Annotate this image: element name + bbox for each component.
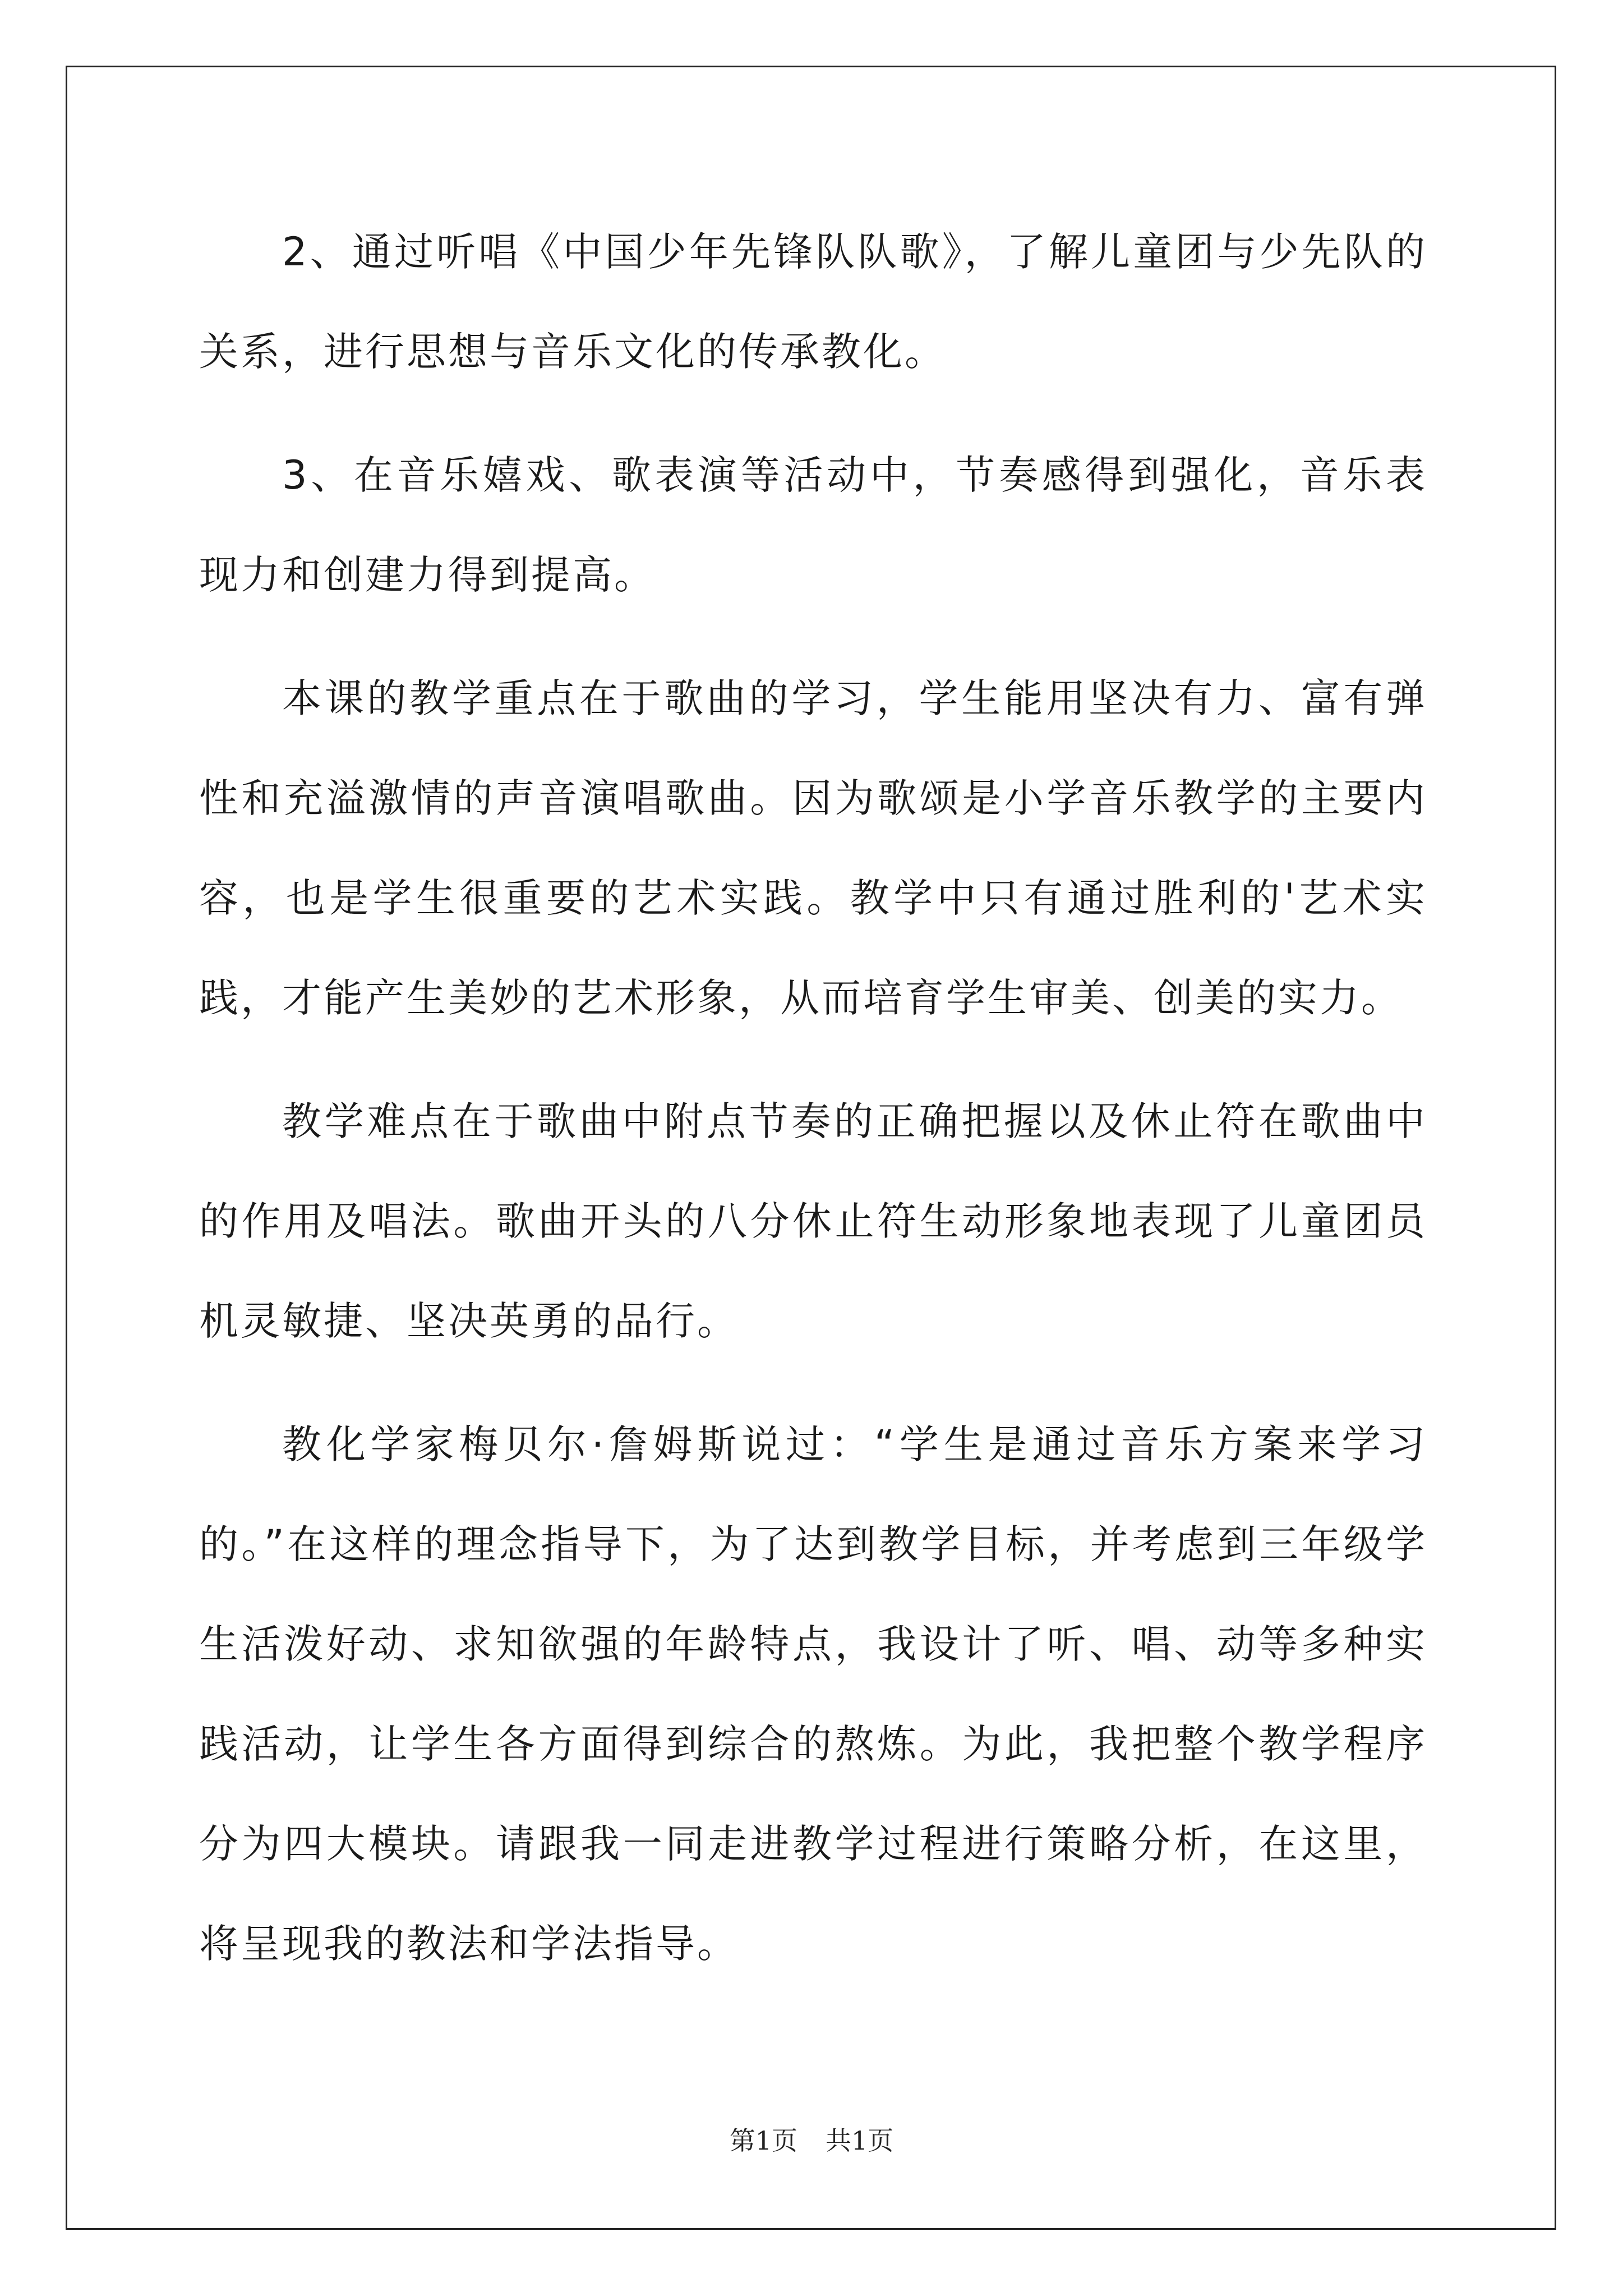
paragraph-teaching-focus: 本课的教学重点在于歌曲的学习，学生能用坚决有力、富有弹性和充溢激情的声音演唱歌曲。因为歌颂是小学音乐教学的主要内容，也是学生很重要的艺术实践。教学中只有通过胜利的'艺术实践，才能产生美妙的艺术形象，从而培育学生审美、创美的实力。 — [199, 675, 1427, 1021]
paragraph-objective-2: 2、通过听唱《中国少年先锋队队歌》，了解儿童团与少先队的关系，进行思想与音乐文化的传承教化。 — [199, 229, 1427, 375]
document-body — [199, 202, 1427, 2017]
paragraph-objective-3: 3、在音乐嬉戏、歌表演等活动中，节奏感得到强化，音乐表现力和创建力得到提高。 — [199, 452, 1427, 598]
paragraph-teaching-design: 教化学家梅贝尔·詹姆斯说过：“学生是通过音乐方案来学习的。”在这样的理念指导下，为了达到教学目标，并考虑到三年级学生活泼好动、求知欲强的年龄特点，我设计了听、唱、动等多种实践活动，让学生各方面得到综合的熬炼。为此，我把整个教学程序分为四大模块。请跟我一同走进教学过程进行策略分析，在这里，将呈现我的教法和学法指导。 — [199, 1421, 1427, 1967]
page-footer — [0, 2120, 1623, 2157]
page-number: 第1页 — [729, 2125, 797, 2156]
page-total: 共1页 — [826, 2125, 894, 2156]
paragraph-teaching-difficulty: 教学难点在于歌曲中附点节奏的正确把握以及休止符在歌曲中的作用及唱法。歌曲开头的八分休止符生动形象地表现了儿童团员机灵敏捷、坚决英勇的品行。 — [199, 1098, 1427, 1344]
